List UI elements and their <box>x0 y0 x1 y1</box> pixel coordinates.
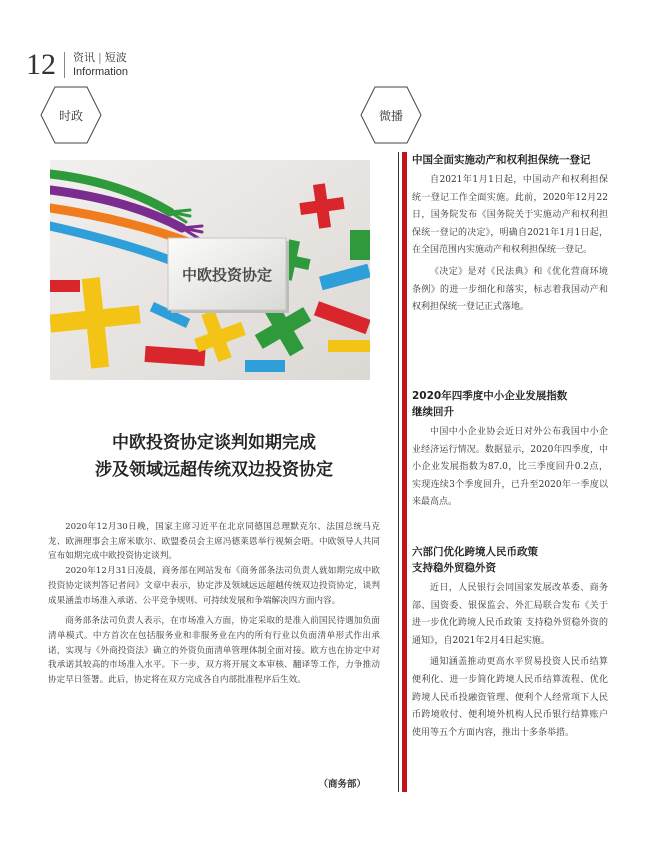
article-paragraph: 商务部条法司负责人表示，在市场准入方面，协定采取的是准入前国民待遇加负面清单模式。中方首次在包括服务业和非服务业在内的所有行业以负面清单形式作出承诺，实现与《外商投资法》确立的外资负面清单管理体制全面对接。欧方也在协定中对我承诺其较高的市场准入水平。下一步，双方将开展文本审核、翻译等工作，力争推动协定早日签署。此后，协定将在双方完成各自内部批准程序后生效。 <box>48 616 380 686</box>
article-photo <box>50 160 370 380</box>
article-paragraph: 2020年12月31日凌晨，商务部在网站发布《商务部条法司负责人就如期完成中欧投资协定谈判答记者问》文章中表示，协定涉及领域远远超越传统双边投资协定，谈判成果涵盖市场准入承诺、公平竞争规则、可持续发展和争端解决四方面内容。 <box>48 566 380 606</box>
side-news-body <box>412 424 608 512</box>
page-number: 12 <box>26 48 56 81</box>
side-news-paragraph: 《决定》是对《民法典》和《优化营商环境条例》的进一步细化和落实，标志着我国动产和权利担保统一登记正式落地。 <box>412 266 608 313</box>
left-hexagon-tag <box>40 86 102 144</box>
side-news-item <box>412 152 608 317</box>
article-paragraph: 2020年12月30日晚，国家主席习近平在北京同德国总理默克尔、法国总统马克龙、欧洲理事会主席米歇尔、欧盟委员会主席冯德莱恩举行视频会晤。中欧领导人共同宣布如期完成中欧投资协定谈判。 <box>48 522 380 562</box>
article-title-line-2: 涉及领域远超传统双边投资协定 <box>95 460 333 480</box>
side-news-item <box>412 544 608 742</box>
left-tag-label: 时政 <box>58 108 83 123</box>
investment-agreement-photo <box>50 160 370 380</box>
side-news-title-line: 六部门优化跨境人民币政策 <box>412 546 538 558</box>
header-section <box>73 51 128 79</box>
side-news-title-line: 2020年四季度中小企业发展指数 <box>412 390 568 402</box>
header-section-cn <box>73 51 128 65</box>
photo-sign-text: 中欧投资协定 <box>181 266 273 284</box>
header-divider <box>64 52 65 78</box>
article-source: （商务部） <box>318 779 366 790</box>
side-news-paragraph: 自2021年1月1日起，中国动产和权利担保统一登记工作全面实施。此前，2020年12月22日，国务院发布《国务院关于实施动产和权利担保统一登记的决定》，明确自2021年1月1日起，在全国范围内实施动产和权利担保统一登记。 <box>412 175 608 256</box>
column-divider-line <box>398 152 399 792</box>
right-tag-label: 微播 <box>378 108 403 123</box>
subsection-label: 短波 <box>104 51 127 64</box>
page-header <box>26 48 128 82</box>
agreement-sign-card <box>168 238 289 313</box>
side-news-paragraph: 中国中小企业协会近日对外公布我国中小企业经济运行情况。数据显示，2020年四季度，中小企业发展指数为87.0，比三季度回升0.2点，实现连续3个季度回升，已升至2020年一季度以来最高点。 <box>412 427 608 508</box>
red-accent-bar <box>402 152 407 792</box>
side-news-paragraph: 通知涵盖推动更高水平贸易投资人民币结算便利化、进一步简化跨境人民币结算流程、优化跨境人民币投融资管理、便利个人经常项下人民币跨境收付、便利境外机构人民币银行结算账户使用等五个方面内容，推出十多条举措。 <box>412 657 608 738</box>
article-body <box>48 520 380 688</box>
side-news-title <box>412 544 608 576</box>
article-title-line-1: 中欧投资协定谈判如期完成 <box>112 433 316 453</box>
header-pipe: | <box>98 51 102 64</box>
side-news-title-line: 中国全面实施动产和权利担保统一登记 <box>412 154 591 166</box>
section-label-en: Information <box>73 66 129 78</box>
side-news-title-line: 继续回升 <box>412 406 454 418</box>
side-news-body <box>412 580 608 742</box>
side-news-title-line: 支持稳外贸稳外资 <box>412 562 496 574</box>
side-news-item <box>412 388 608 512</box>
section-label: 资讯 <box>73 51 95 64</box>
right-hexagon-tag <box>360 86 422 144</box>
side-news-title <box>412 388 608 420</box>
side-news-paragraph: 近日，人民银行会同国家发展改革委、商务部、国资委、银保监会、外汇局联合发布《关于进一步优化跨境人民币政策 支持稳外贸稳外资的通知》，自2021年2月4日起实施。 <box>412 583 608 646</box>
side-news-title <box>412 152 608 168</box>
side-news-body <box>412 172 608 317</box>
article-title <box>48 430 380 484</box>
